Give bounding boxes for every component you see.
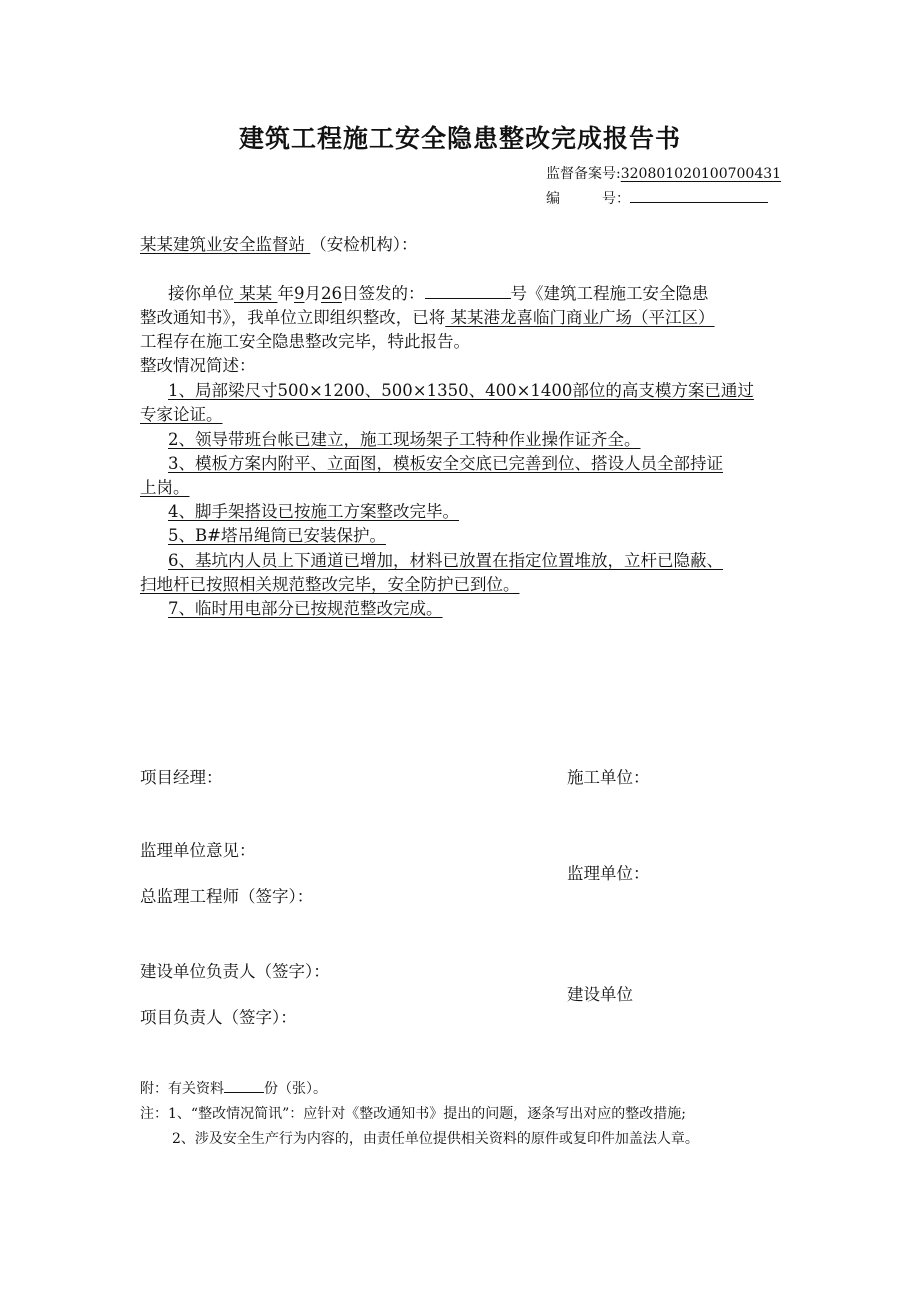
notice-number-blank — [425, 282, 511, 299]
intro-line-1 — [168, 282, 709, 306]
construction-unit-label: 施工单位： — [567, 768, 650, 787]
rectification-item: 扫地杆已按照相关规范整改完毕，安全防护已到位。 — [140, 575, 520, 594]
intro-line-3: 工程存在施工安全隐患整改完毕，特此报告。 — [140, 332, 470, 351]
attachment-label: 附：有关资料 — [140, 1081, 224, 1097]
supervision-opinion-label: 监理单位意见： — [140, 841, 256, 860]
intro-text: 日签发的： — [342, 284, 425, 303]
summary-heading: 整改情况简述： — [140, 356, 256, 375]
supervision-unit-label: 监理单位： — [567, 864, 650, 883]
recipient-suffix: （安检机构）： — [310, 235, 418, 254]
rectification-item: 4、脚手架搭设已按施工方案整改完毕。 — [168, 502, 459, 521]
document-title: 建筑工程施工安全隐患整改完成报告书 — [238, 124, 681, 153]
rectification-item: 1、局部梁尺寸500×1200、500×1350、400×1400部位的高支模方案已通过 — [168, 381, 754, 400]
supervision-record-number — [546, 163, 781, 183]
note-2: 2、涉及安全生产行为内容的，由责任单位提供相关资料的原件或复印件加盖法人章。 — [172, 1131, 699, 1147]
chief-engineer-signature-label: 总监理工程师（签字）： — [140, 887, 314, 906]
rectification-item: 3、模板方案内附平、立面图，模板安全交底已完善到位、搭设人员全部持证 — [168, 454, 723, 473]
note-1: 注：1、“整改情况简讯”：应针对《整改通知书》提出的问题，逐条写出对应的整改措施; — [140, 1106, 686, 1122]
intro-text: 接你单位 — [168, 284, 234, 303]
intro-text: 号《建筑工程施工安全隐患 — [510, 284, 709, 303]
attachment-line — [140, 1078, 327, 1098]
owner-lead-signature-label: 建设单位负责人（签字）： — [140, 962, 330, 981]
project-manager-label: 项目经理： — [140, 768, 223, 787]
rectification-item: 上岗。 — [140, 478, 190, 497]
issue-month: 9 — [294, 284, 305, 303]
supervision-no-value: 320801020100700431 — [620, 166, 782, 182]
recipient-line — [140, 233, 418, 257]
project-name: 某某港龙喜临门商业广场（平江区） — [445, 308, 715, 327]
intro-text: 年 — [277, 284, 294, 303]
number-blank — [630, 188, 768, 203]
rectification-item: 2、领导带班台帐已建立，施工现场架子工特种作业操作证齐全。 — [168, 430, 641, 449]
intro-text: 整改通知书》，我单位立即组织整改，已将 — [140, 308, 446, 327]
attachment-unit: 份（张）。 — [264, 1081, 327, 1097]
rectification-item: 6、基坑内人员上下通道已增加，材料已放置在指定位置堆放，立杆已隐蔽、 — [168, 551, 723, 570]
rectification-item: 5、B#塔吊绳筒已安装保护。 — [168, 526, 386, 545]
attachment-count-blank — [224, 1078, 264, 1093]
rectification-item: 7、临时用电部分已按规范整改完成。 — [168, 599, 443, 618]
document-number — [546, 188, 768, 208]
intro-line-2 — [140, 306, 715, 330]
issuing-unit: 某某 — [234, 284, 278, 303]
project-lead-signature-label: 项目负责人（签字）： — [140, 1008, 297, 1027]
intro-text: 月 — [304, 284, 321, 303]
rectification-item: 专家论证。 — [140, 405, 223, 424]
number-label: 编 号： — [546, 191, 630, 207]
recipient-name: 某某建筑业安全监督站 — [140, 235, 311, 254]
supervision-no-label: 监督备案号: — [546, 166, 621, 182]
issue-day: 26 — [321, 284, 342, 303]
owner-unit-label: 建设单位 — [567, 985, 633, 1004]
